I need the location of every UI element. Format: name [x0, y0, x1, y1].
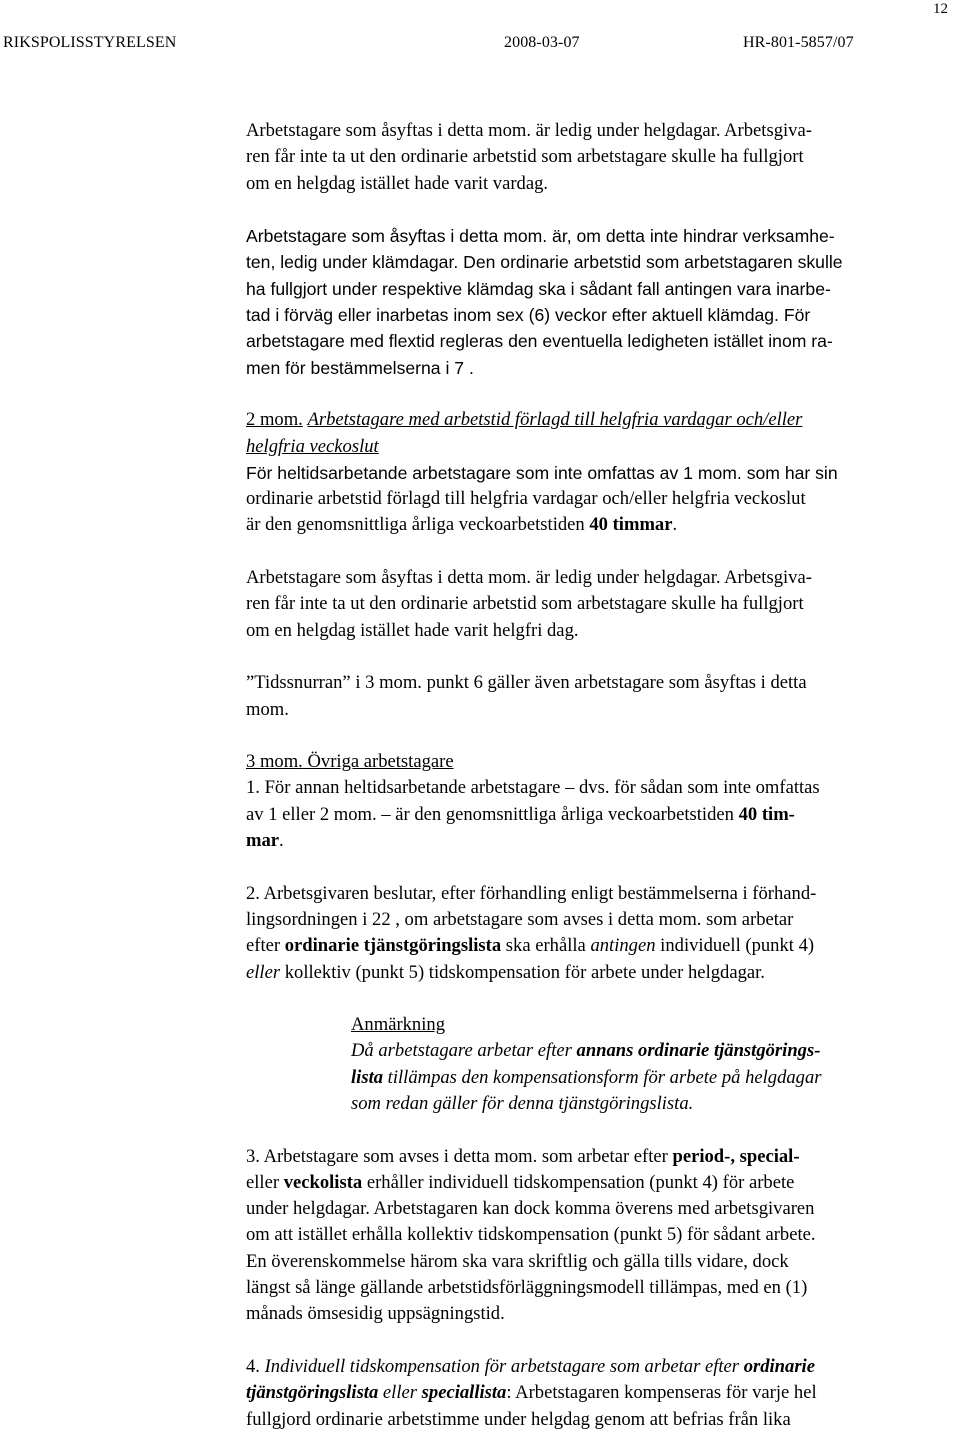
- section-number: 2 mom.: [246, 409, 303, 431]
- text-line: eller kollektiv (punkt 5) tidskompensation för arbete under helgdagar.: [246, 961, 765, 983]
- note-heading: Anmärkning: [351, 1014, 445, 1036]
- text-line: tjänstgöringslista eller speciallista: Arbetstagaren kompenseras för varje hel: [246, 1382, 817, 1404]
- text-line: arbetstagare med flextid regleras den eventuella ledigheten istället inom ra-: [246, 331, 833, 352]
- paragraph-holiday-leave-2: [246, 565, 946, 644]
- item-4: [246, 1354, 946, 1433]
- text-line: Då arbetstagare arbetar efter annans ordinarie tjänstgörings-: [351, 1040, 821, 1062]
- section-number: 3 mom.: [246, 751, 303, 773]
- text-line: Arbetstagare som åsyftas i detta mom. är ledig under helgdagar. Arbetsgiva-: [246, 120, 812, 141]
- text-line: om en helgdag istället hade varit vardag.: [246, 172, 549, 194]
- text-line: efter ordinarie tjänstgöringslista ska erhålla antingen individuell (punkt 4): [246, 935, 815, 957]
- text-line: mom.: [246, 698, 289, 720]
- text-line: mar.: [246, 830, 284, 852]
- text-line: För heltidsarbetande arbetstagare som inte omfattas av 1 mom. som har sin: [246, 462, 838, 483]
- item-3: [246, 1144, 946, 1328]
- text-line: ha fullgjort under respektive klämdag ska i sådant fall antingen vara inarbe-: [246, 278, 831, 299]
- bold-hours: 40 timmar: [589, 514, 673, 536]
- note-block: [246, 1012, 946, 1117]
- text-line: längst så länge gällande arbetstidsförläggningsmodell tillämpas, med en (1): [246, 1277, 808, 1299]
- text-line: ordinarie arbetstid förlagd till helgfria vardagar och/eller helgfria veckoslut: [246, 488, 806, 510]
- text-line: under helgdagar. Arbetstagaren kan dock komma överens med arbetsgivaren: [246, 1198, 815, 1220]
- text-line: om att istället erhålla kollektiv tidskompensation (punkt 5) för sådant arbete.: [246, 1224, 816, 1246]
- text-line: är den genomsnittliga årliga veckoarbetstiden 40 timmar.: [246, 514, 678, 536]
- page-number: 12: [933, 1, 948, 17]
- paragraph-squeeze-days: [246, 223, 946, 381]
- header-reference: HR-801-5857/07: [743, 34, 854, 51]
- paragraph-holiday-leave: [246, 118, 946, 197]
- text-line: En överenskommelse härom ska vara skriftlig och gälla tills vidare, dock: [246, 1250, 789, 1272]
- text-line: 1. För annan heltidsarbetande arbetstagare – dvs. för sådan som inte omfattas: [246, 777, 820, 799]
- text-line: men för bestämmelserna i 7 .: [246, 357, 474, 378]
- text-line: Arbetstagare som åsyftas i detta mom. är ledig under helgdagar. Arbetsgiva-: [246, 567, 812, 589]
- text-line: fullgjord ordinarie arbetstimme under helgdag genom att befrias från lika: [246, 1408, 791, 1430]
- section-title-continued: helgfria veckoslut: [246, 435, 379, 457]
- text-line: som redan gäller för denna tjänstgöringslista.: [351, 1092, 694, 1114]
- text-line: av 1 eller 2 mom. – är den genomsnittliga årliga veckoarbetstiden 40 tim-: [246, 803, 795, 825]
- document-body: [246, 118, 946, 1433]
- header-date: 2008-03-07: [504, 34, 580, 51]
- item-2: [246, 881, 946, 986]
- section-3-mom: [246, 749, 946, 854]
- section-heading: [246, 407, 946, 433]
- text-line: månads ömsesidig uppsägningstid.: [246, 1303, 505, 1325]
- text-line: ten, ledig under klämdagar. Den ordinarie arbetstid som arbetstagaren skulle: [246, 252, 843, 273]
- section-2-mom: [246, 407, 946, 538]
- text-line: 4. Individuell tidskompensation för arbetstagare som arbetar efter ordinarie: [246, 1355, 815, 1377]
- header-organization: RIKSPOLISSTYRELSEN: [3, 34, 177, 51]
- text-line: 3. Arbetstagare som avses i detta mom. som arbetar efter period-, special-: [246, 1145, 800, 1167]
- section-heading: [246, 749, 946, 775]
- text-line: lingsordningen i 22 , om arbetstagare som avses i detta mom. som arbetar: [246, 908, 794, 930]
- text-line: ren får inte ta ut den ordinarie arbetstid som arbetstagare skulle ha fullgjort: [246, 593, 804, 615]
- text-line: eller veckolista erhåller individuell tidskompensation (punkt 4) för arbete: [246, 1171, 795, 1193]
- section-title: Övriga arbetstagare: [307, 751, 454, 773]
- text-line: tad i förväg eller inarbetas inom sex (6) veckor efter aktuell klämdag. För: [246, 305, 811, 326]
- text-line: om en helgdag istället hade varit helgfri dag.: [246, 619, 579, 641]
- text-line: 2. Arbetsgivaren beslutar, efter förhandling enligt bestämmelserna i förhand-: [246, 882, 817, 904]
- text-line: ren får inte ta ut den ordinarie arbetstid som arbetstagare skulle ha fullgjort: [246, 146, 804, 168]
- bold-hours: 40 tim-: [738, 803, 795, 825]
- text-line: Arbetstagare som åsyftas i detta mom. är, om detta inte hindrar verksamhe-: [246, 226, 835, 247]
- text-line: ”Tidssnurran” i 3 mom. punkt 6 gäller även arbetstagare som åsyftas i detta: [246, 672, 807, 694]
- text-line: lista tillämpas den kompensationsform för arbete på helgdagar: [351, 1066, 822, 1088]
- paragraph-tidssnurran: [246, 670, 946, 723]
- section-title: Arbetstagare med arbetstid förlagd till helgfria vardagar och/eller: [307, 409, 803, 431]
